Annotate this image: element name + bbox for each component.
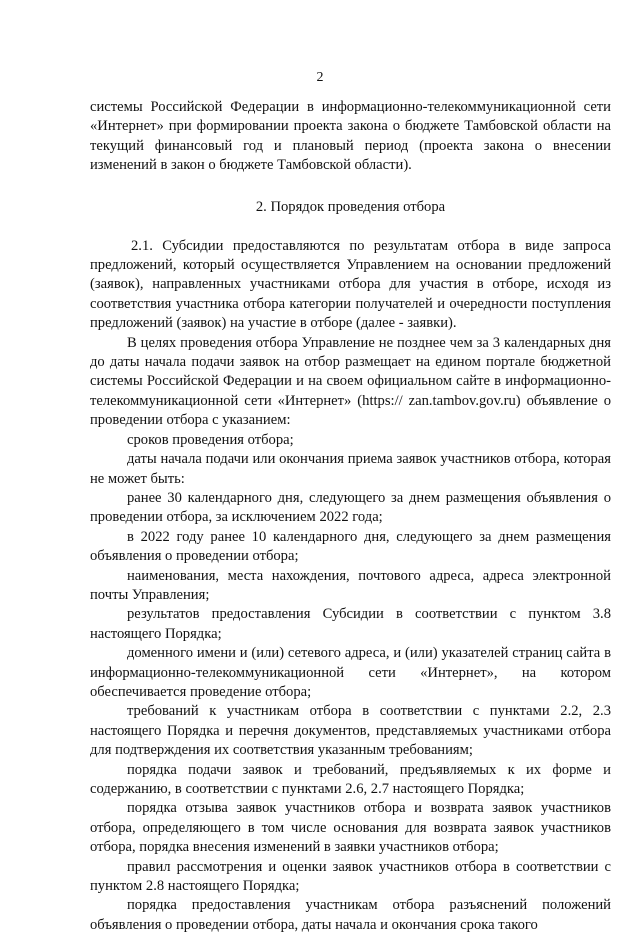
list-item: ранее 30 календарного дня, следующего за днем размещения объявления о проведении отбора, за исключением 2022 года;	[90, 489, 611, 526]
list-item: порядка отзыва заявок участников отбора и возврата заявок участников отбора, определяющего в том числе основания для возврата заявок участников отбора, порядка внесения изменений в заявки участников отбора;	[90, 800, 611, 856]
continuation-paragraph: системы Российской Федерации в информационно-телекоммуникационной сети «Интернет» при формировании проекта закона о бюджете Тамбовской области на текущий финансовый год и плановый период (проекта закона о внесении изменений в закон о бюджете Тамбовской области).	[90, 99, 611, 174]
list-item: порядка предоставления участникам отбора разъяснений положений объявления о проведении отбора, даты начала и окончания срока такого	[90, 897, 611, 933]
list-item: наименования, места нахождения, почтового адреса, адреса электронной почты Управления;	[90, 567, 611, 603]
page-number: 2	[316, 70, 324, 85]
list-item: доменного имени и (или) сетевого адреса, и (или) указателей страниц сайта в информационно-телекоммуникационной сети «Интернет», на котором обеспечивается проведение отбора;	[90, 645, 611, 700]
list-item: порядка подачи заявок и требований, предъявляемых к их форме и содержанию, в соответствии с пунктами 2.6, 2.7 настоящего Порядка;	[90, 761, 611, 797]
paragraph-2-1: 2.1. Субсидии предоставляются по результатам отбора в виде запроса предложений, который осуществляется Управлением на основании предложений (заявок), направленных участниками отбора для участия в отборе, исходя из соответствия участника отбора категории получателей и очередности поступления предложений (заявок) на участие в отборе (далее - заявки).	[90, 237, 611, 332]
list-item: в 2022 году ранее 10 календарного дня, следующего за днем размещения объявления о проведении отбора;	[90, 528, 611, 565]
list-item: сроков проведения отбора;	[127, 431, 294, 448]
section-heading: 2. Порядок проведения отбора	[255, 198, 446, 215]
list-item: правил рассмотрения и оценки заявок участников отбора в соответствии с пунктом 2.8 настоящего Порядка;	[90, 858, 611, 895]
paragraph-announcement: В целях проведения отбора Управление не позднее чем за 3 календарных дня до даты начала подачи заявок на отбор размещает на едином портале бюджетной системы Российской Федерации и на своем официальном сайте в информационно-телекоммуникационной сети «Интернет» (https:// zan.tambov.gov.ru) объявление о проведении отбора с указанием:	[90, 334, 611, 429]
document-body	[90, 98, 611, 935]
list-item: результатов предоставления Субсидии в соответствии с пунктом 3.8 настоящего Порядка;	[90, 606, 611, 642]
list-item: требований к участникам отбора в соответствии с пунктами 2.2, 2.3 настоящего Порядка и перечня документов, представляемых участниками отбора для подтверждения их соответствия указанным требованиям;	[90, 703, 611, 759]
list-item: даты начала подачи или окончания приема заявок участников отбора, которая не может быть:	[90, 451, 611, 487]
